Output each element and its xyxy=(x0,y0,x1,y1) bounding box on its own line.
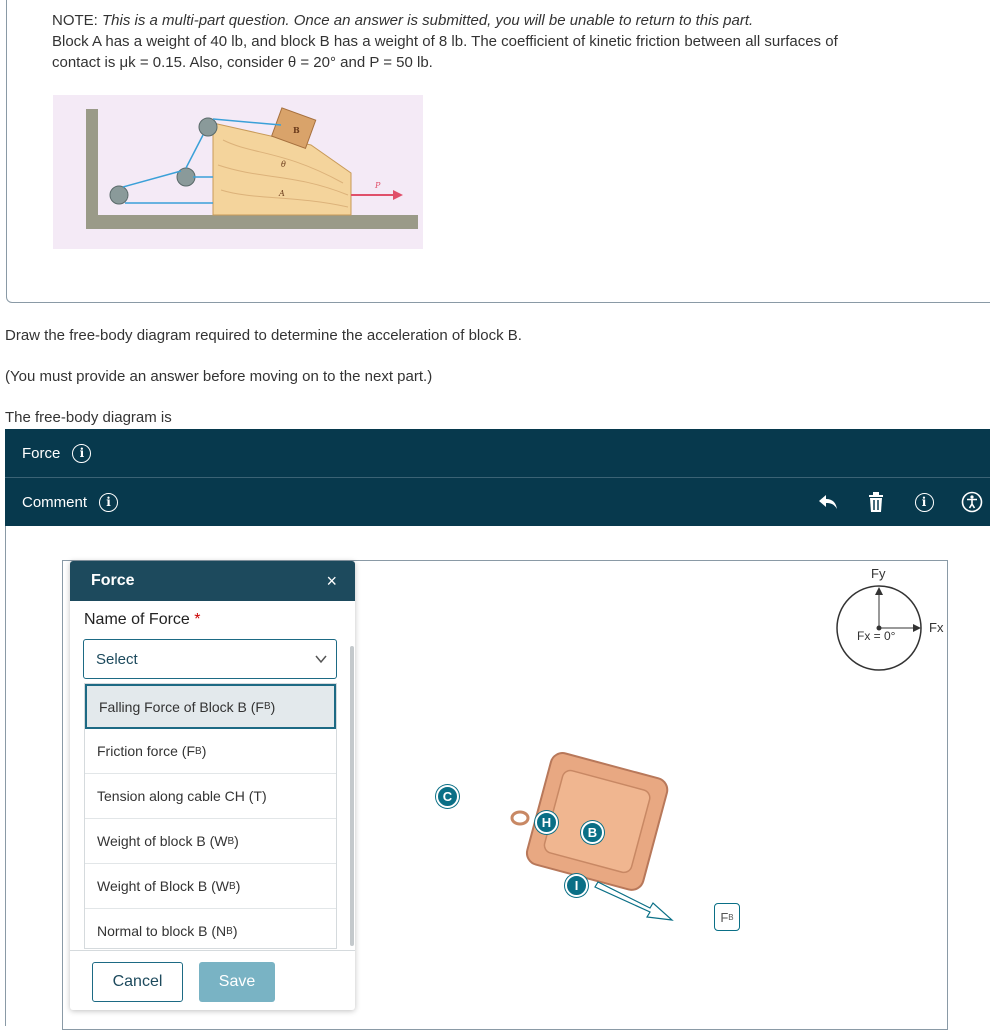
anchor-point-h[interactable]: H xyxy=(535,811,558,834)
name-of-force-text: Name of Force xyxy=(84,611,190,628)
problem-line-2: Block A has a weight of 40 lb, and block B has a weight of 8 lb. The coefficient of kinetic friction between all surfaces of xyxy=(52,33,838,50)
problem-figure xyxy=(53,95,423,249)
anchor-point-b[interactable]: B xyxy=(581,821,604,844)
force-dialog xyxy=(70,561,355,1010)
accessibility-icon[interactable] xyxy=(959,489,985,515)
force-dialog-title: Force xyxy=(91,572,135,589)
trash-icon[interactable] xyxy=(863,489,889,515)
figure-label-theta: θ xyxy=(281,160,286,169)
undo-icon[interactable] xyxy=(815,489,841,515)
force-info-icon[interactable]: i xyxy=(72,444,91,463)
comment-row[interactable] xyxy=(5,478,990,526)
cancel-button[interactable]: Cancel xyxy=(92,962,183,1002)
axis-fx-label: Fx xyxy=(929,620,944,635)
force-options-list xyxy=(84,683,337,949)
force-tool-label[interactable]: Force xyxy=(22,444,61,462)
options-scrollbar[interactable] xyxy=(350,646,354,946)
axes-widget xyxy=(835,583,935,673)
option-friction-force[interactable]: Friction force (F B ) xyxy=(85,729,336,774)
force-dialog-header xyxy=(70,561,355,601)
help-info-icon[interactable] xyxy=(911,489,937,515)
force-tag-sub: B xyxy=(728,912,734,922)
option-weight-b-lower[interactable]: Weight of block B (W B ) xyxy=(85,819,336,864)
name-of-force-label xyxy=(84,611,201,629)
figure-label-b: B xyxy=(293,125,300,135)
force-tag-main: F xyxy=(720,909,729,925)
close-icon[interactable]: × xyxy=(326,571,337,591)
anchor-point-c[interactable]: C xyxy=(436,785,459,808)
fbd-heading: The free-body diagram is xyxy=(5,409,172,426)
anchor-point-i[interactable]: I xyxy=(565,874,588,897)
chevron-down-icon xyxy=(314,652,328,666)
force-row[interactable] xyxy=(5,429,990,477)
comment-tool-label[interactable]: Comment xyxy=(22,493,88,511)
save-button[interactable]: Save xyxy=(199,962,275,1002)
force-fb-tag[interactable] xyxy=(714,903,740,931)
help-info-glyph[interactable]: i xyxy=(915,493,934,512)
problem-line-3: contact is μk = 0.15. Also, consider θ = 20° and P = 50 lb. xyxy=(52,54,433,71)
force-dialog-footer xyxy=(70,950,355,1010)
figure-label-a: A xyxy=(279,189,285,198)
block-b-drawing[interactable] xyxy=(500,750,700,940)
fbd-toolbar xyxy=(5,429,990,526)
option-falling-force[interactable]: Falling Force of Block B (F B ) xyxy=(85,684,336,729)
option-normal-b[interactable]: Normal to block B (N B ) xyxy=(85,909,336,949)
option-weight-b-upper[interactable]: Weight of Block B (W B ) xyxy=(85,864,336,909)
axis-fy-label: Fy xyxy=(871,566,886,581)
select-value: Select xyxy=(96,650,138,668)
required-asterisk: * xyxy=(194,611,201,628)
axis-angle-readout: Fx = 0° xyxy=(857,629,896,643)
toolbar-actions xyxy=(815,478,985,526)
force-name-select[interactable] xyxy=(83,639,337,679)
figure-label-p: P xyxy=(375,181,381,190)
note-prefix: NOTE: xyxy=(52,12,98,29)
problem-statement xyxy=(52,10,982,73)
note-text: This is a multi-part question. Once an answer is submitted, you will be unable to return to this part. xyxy=(102,12,754,29)
instruction-text: Draw the free-body diagram required to determine the acceleration of block B. xyxy=(5,327,522,344)
comment-info-icon[interactable]: i xyxy=(99,493,118,512)
option-tension-ch[interactable]: Tension along cable CH (T) xyxy=(85,774,336,819)
requirement-text: (You must provide an answer before moving on to the next part.) xyxy=(5,368,433,385)
